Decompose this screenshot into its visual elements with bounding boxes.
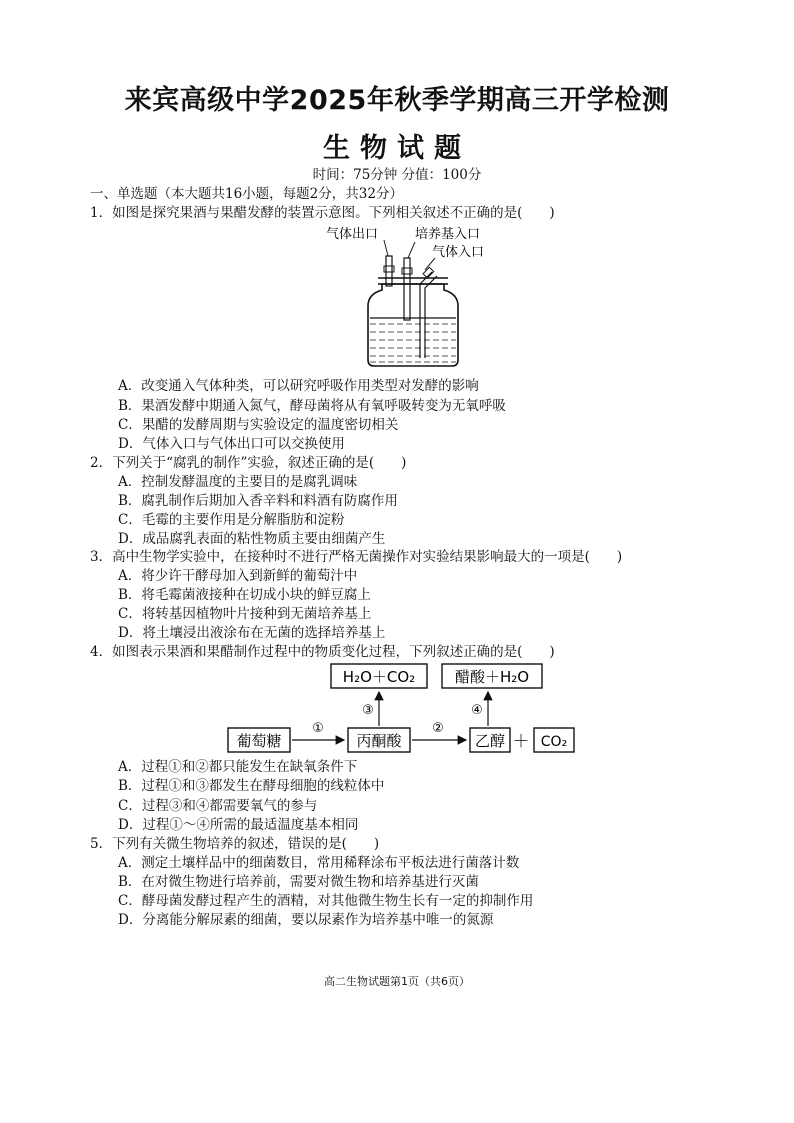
exam-title: 来宾高级中学2025年秋季学期高三开学检测 — [124, 85, 670, 116]
fermentation-apparatus-diagram — [320, 222, 510, 372]
option-2A: A．控制发酵温度的主要目的是腐乳调味 — [118, 474, 358, 490]
step-2-label: ② — [432, 721, 444, 736]
gas-inlet-label: 气体入口 — [432, 245, 485, 260]
option-3C: C．将转基因植物叶片接种到无菌培养基上 — [118, 606, 372, 622]
bottle-icon — [368, 278, 458, 366]
option-2D: D．成品腐乳表面的粘性物质主要由细菌产生 — [118, 531, 386, 547]
question-4-stem: 4．如图表示果酒和果醋制作过程中的物质变化过程，下列叙述正确的是( ) — [90, 644, 555, 660]
h2o-co2-box: H₂O＋CO₂ — [342, 668, 416, 686]
option-5A: A．测定土壤样品中的细菌数目，常用稀释涂布平板法进行菌落计数 — [118, 855, 520, 871]
option-5C: C．酵母菌发酵过程产生的酒精，对其他微生物生长有一定的抑制作用 — [118, 893, 534, 909]
option-5B: B．在对微生物进行培养前，需要对微生物和培养基进行灭菌 — [118, 874, 479, 890]
co2-box: CO₂ — [540, 734, 568, 750]
gas-outlet-label: 气体出口 — [326, 227, 379, 242]
step-1-label: ① — [312, 721, 324, 736]
section-heading: 一、单选题（本大题共16小题，每题2分，共32分） — [90, 186, 403, 202]
metabolic-pathway-diagram — [220, 660, 590, 758]
option-2B: B．腐乳制作后期加入香辛料和料酒有防腐作用 — [118, 493, 398, 509]
option-1D: D．气体入口与气体出口可以交换使用 — [118, 436, 345, 452]
option-4D: D．过程①～④所需的最适温度基本相同 — [118, 817, 359, 833]
question-1-stem: 1．如图是探究果酒与果醋发酵的装置示意图。下列相关叙述不正确的是( ) — [90, 205, 555, 221]
subject-title: 生物试题 — [323, 133, 471, 164]
pyruvate-box: 丙酮酸 — [356, 732, 402, 750]
option-1A: A．改变通入气体种类，可以研究呼吸作用类型对发酵的影响 — [118, 378, 479, 394]
option-1B: B．果酒发酵中期通入氮气，酵母菌将从有氧呼吸转变为无氧呼吸 — [118, 398, 506, 414]
option-5D: D．分离能分解尿素的细菌，要以尿素作为培养基中唯一的氮源 — [118, 912, 494, 928]
option-1C: C．果醋的发酵周期与实验设定的温度密切相关 — [118, 417, 399, 433]
option-3B: B．将毛霉菌液接种在切成小块的鲜豆腐上 — [118, 587, 371, 603]
question-2-stem: 2．下列关于“腐乳的制作”实验，叙述正确的是( ) — [90, 455, 407, 471]
medium-inlet-label: 培养基入口 — [415, 227, 481, 242]
time-info: 时间：75分钟 分值：100分 — [312, 167, 482, 183]
glucose-box: 葡萄糖 — [236, 732, 282, 750]
option-2C: C．毛霉的主要作用是分解脂肪和淀粉 — [118, 512, 345, 528]
option-3A: A．将少许干酵母加入到新鲜的葡萄汁中 — [118, 568, 358, 584]
step-3-label: ③ — [362, 703, 374, 718]
acetic-acid-box: 醋酸＋H₂O — [454, 668, 530, 686]
tube-icon — [384, 256, 437, 358]
option-4C: C．过程③和④都需要氧气的参与 — [118, 798, 318, 814]
page-footer: 高二生物试题第1页（共6页） — [324, 975, 470, 988]
question-5-stem: 5．下列有关微生物培养的叙述，错误的是( ) — [90, 836, 380, 852]
option-4A: A．过程①和②都只能发生在缺氧条件下 — [118, 759, 358, 775]
option-3D: D．将土壤浸出液涂布在无菌的选择培养基上 — [118, 625, 386, 641]
ethanol-box: 乙醇 — [474, 732, 506, 750]
question-3-stem: 3．高中生物学实验中，在接种时不进行严格无菌操作对实验结果影响最大的一项是( ) — [90, 549, 623, 565]
step-4-label: ④ — [471, 703, 483, 718]
plus-sign: ＋ — [512, 732, 530, 752]
option-4B: B．过程①和③都发生在酵母细胞的线粒体中 — [118, 778, 385, 794]
